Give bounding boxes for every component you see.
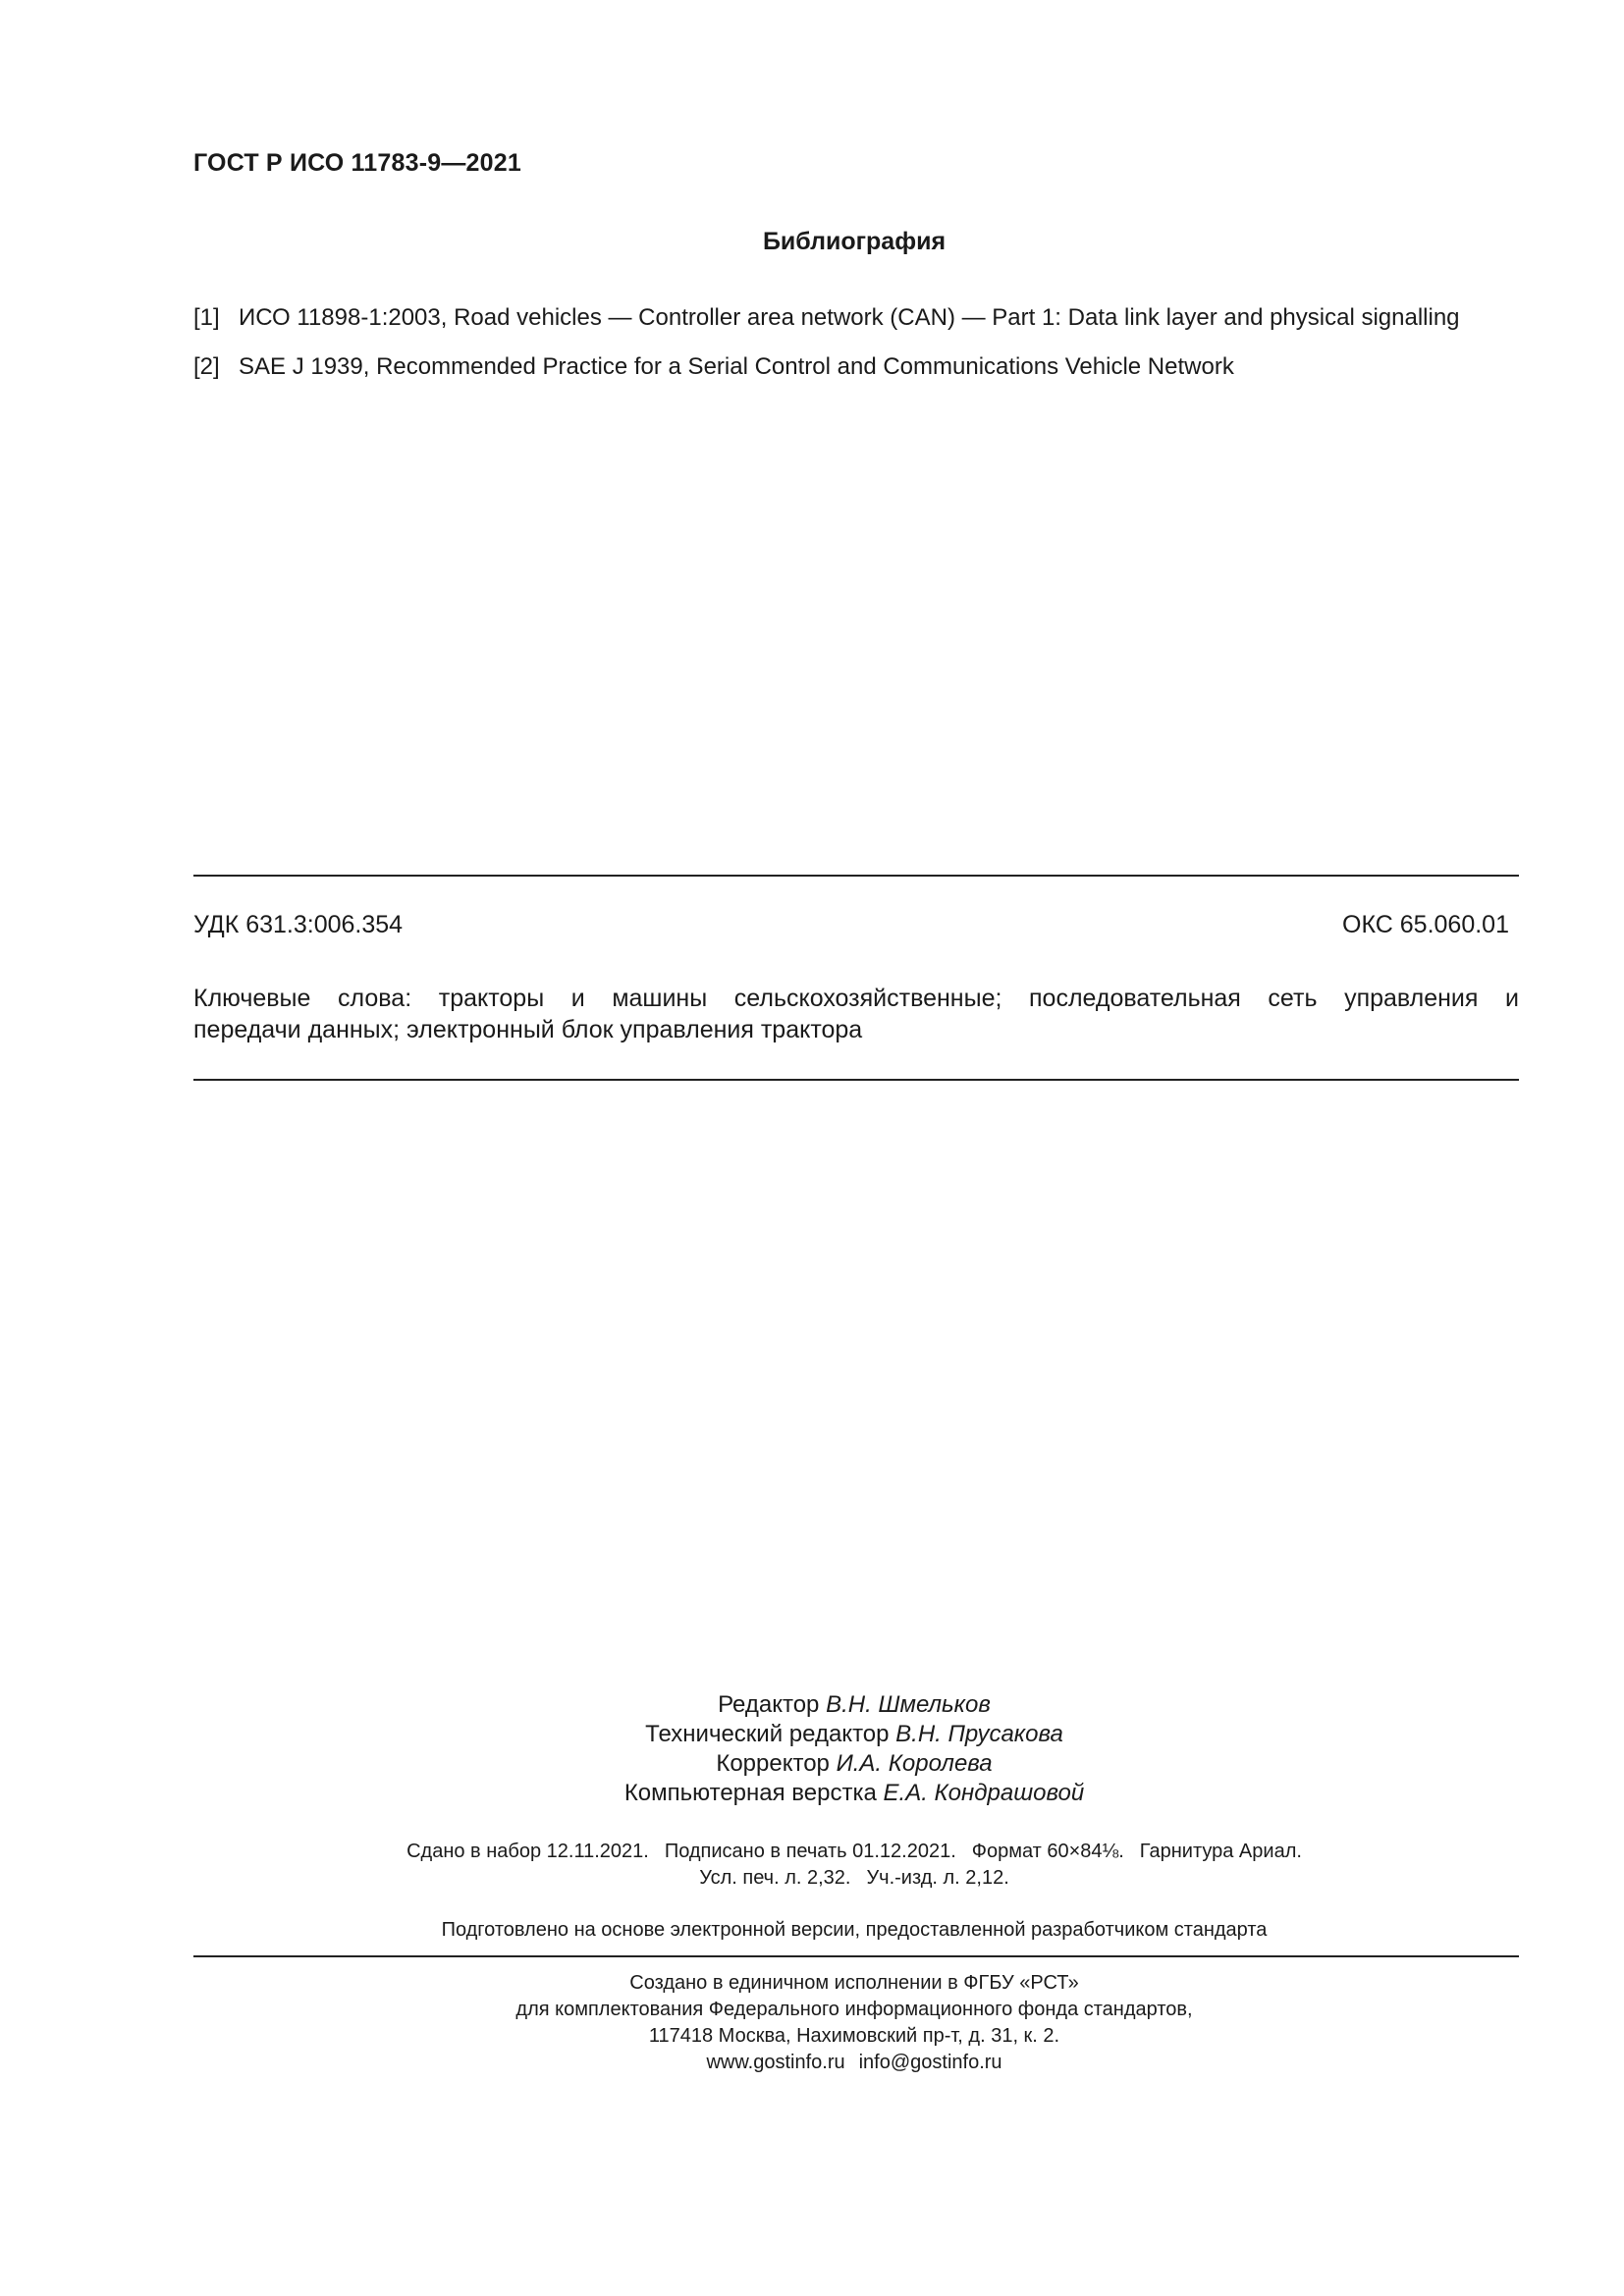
credit-line: [0, 1690, 1624, 1720]
publisher-line: Создано в единичном исполнении в ФГБУ «РСТ»: [629, 1972, 1079, 1994]
bibliography-entry-number: [1]: [193, 304, 220, 331]
keywords-line: передачи данных; электронный блок управления трактора: [193, 1016, 863, 1043]
bibliography-entry: [193, 353, 1529, 381]
credit-role: Технический редактор: [645, 1721, 896, 1747]
credit-name: В.Н. Прусакова: [895, 1721, 1063, 1747]
credit-name: И.А. Королева: [836, 1750, 993, 1777]
credit-line: [0, 1749, 1624, 1779]
prepared-note: Подготовлено на основе электронной версии, предоставленной разработчиком стандарта: [441, 1919, 1268, 1941]
document-code: ГОСТ Р ИСО 11783-9—2021: [193, 149, 521, 177]
keywords-paragraph: [193, 983, 1519, 1045]
credit-name: В.Н. Шмельков: [826, 1691, 991, 1718]
keywords-line: Ключевые слова: тракторы и машины сельскохозяйственные; последовательная сеть управления и: [193, 985, 1519, 1012]
credit-role: Корректор: [716, 1750, 837, 1777]
imprint-print-sheets: Усл. печ. л. 2,32.: [699, 1867, 851, 1889]
bibliography-entry-text: SAE J 1939, Recommended Practice for a Serial Control and Communications Vehicle Network: [239, 353, 1234, 380]
imprint-typeface: Гарнитура Ариал.: [1139, 1841, 1302, 1862]
imprint-line: [0, 1865, 1624, 1892]
oks-code: ОКС 65.060.01: [1342, 911, 1509, 938]
publisher-email-link[interactable]: info@gostinfo.ru: [858, 2052, 1002, 2073]
credit-line: [0, 1720, 1624, 1749]
bibliography-entry-number: [2]: [193, 353, 220, 380]
editorial-credits: [0, 1690, 1624, 1808]
credit-name: Е.А. Кондрашовой: [883, 1780, 1085, 1806]
bibliography-title: Библиография: [762, 228, 947, 255]
credit-role: Компьютерная верстка: [623, 1780, 884, 1806]
divider-rule: [193, 1079, 1519, 1081]
publisher-line: 117418 Москва, Нахимовский пр-т, д. 31, к. 2.: [648, 2025, 1060, 2047]
udk-code: УДК 631.3:006.354: [193, 911, 404, 938]
credit-role: Редактор: [718, 1691, 827, 1718]
publisher-contacts: [0, 2050, 1624, 2076]
imprint-submitted: Сдано в набор 12.11.2021.: [406, 1841, 649, 1862]
bibliography-entry: [193, 304, 1529, 332]
imprint-block: [0, 1839, 1624, 1892]
publisher-line: для комплектования Федерального информационного фонда стандартов,: [515, 1999, 1193, 2020]
divider-rule: [193, 875, 1519, 877]
credit-line: [0, 1779, 1624, 1808]
imprint-signed: Подписано в печать 01.12.2021.: [664, 1841, 956, 1862]
bibliography-entry-text: ИСО 11898-1:2003, Road vehicles — Controller area network (CAN) — Part 1: Data link layer and physical signalling: [239, 304, 1460, 331]
imprint-format: Формат 60×84⅛.: [971, 1841, 1124, 1862]
publisher-website-link[interactable]: www.gostinfo.ru: [706, 2052, 845, 2073]
publisher-block: [0, 1970, 1624, 2076]
imprint-publ-sheets: Уч.-изд. л. 2,12.: [866, 1867, 1009, 1889]
imprint-line: [0, 1839, 1624, 1865]
divider-rule: [193, 1955, 1519, 1957]
